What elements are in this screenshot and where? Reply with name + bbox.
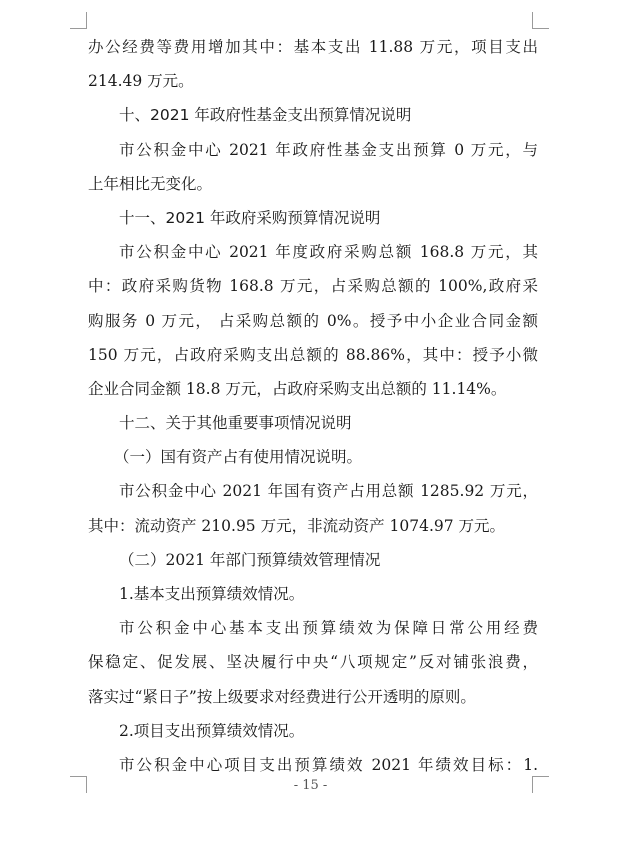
- item-heading-1: 1.基本支出预算绩效情况。: [119, 585, 305, 603]
- crop-mark-top-right: [532, 12, 549, 29]
- paragraph-line: 150 万元，占政府采购支出总额的 88.86%，其中：授予小微: [88, 345, 538, 364]
- paragraph-line: 保稳定、促发展、坚决履行中央“八项规定”反对铺张浪费，: [88, 653, 538, 672]
- paragraph-line: 214.49 万元。: [88, 72, 194, 91]
- section-heading-12: 十二、关于其他重要事项情况说明: [119, 414, 352, 433]
- paragraph-line: 购服务 0 万元， 占采购总额的 0%。授予中小企业合同金额: [88, 311, 538, 330]
- document-body: [88, 30, 538, 782]
- section-heading-11: 十一、2021 年政府采购预算情况说明: [119, 208, 381, 227]
- paragraph-line: 市公积金中心 2021 年政府性基金支出预算 0 万元，与: [119, 140, 538, 159]
- paragraph-line: 市公积金中心 2021 年国有资产占用总额 1285.92 万元，: [119, 482, 538, 501]
- paragraph-line: 中：政府采购货物 168.8 万元，占采购总额的 100%,政府采: [88, 277, 538, 296]
- paragraph-line: 其中：流动资产 210.95 万元，非流动资产 1074.97 万元。: [88, 516, 506, 535]
- paragraph-line: 办公经费等费用增加其中：基本支出 11.88 万元，项目支出: [88, 38, 538, 56]
- item-heading-2: 2.项目支出预算绩效情况。: [119, 721, 305, 740]
- paragraph-line: 上年相比无变化。: [88, 174, 213, 193]
- paragraph-line: 市公积金中心项目支出预算绩效 2021 年绩效目标：1.: [119, 755, 538, 774]
- page-number: - 15 -: [293, 778, 328, 793]
- paragraph-line: 企业合同金额 18.8 万元，占政府采购支出总额的 11.14%。: [88, 379, 507, 398]
- paragraph-line: 市公积金中心 2021 年度政府采购总额 168.8 万元，其: [119, 243, 538, 262]
- paragraph-line: 落实过“紧日子”按上级要求对经费进行公开透明的原则。: [88, 687, 476, 706]
- subsection-heading-2: （二）2021 年部门预算绩效管理情况: [119, 550, 381, 569]
- subsection-heading-1: （一）国有资产占有使用情况说明。: [114, 448, 363, 467]
- crop-mark-top-left: [70, 12, 87, 29]
- section-heading-10: 十、2021 年政府性基金支出预算情况说明: [119, 106, 412, 125]
- paragraph-line: 市公积金中心基本支出预算绩效为保障日常公用经费: [119, 619, 538, 638]
